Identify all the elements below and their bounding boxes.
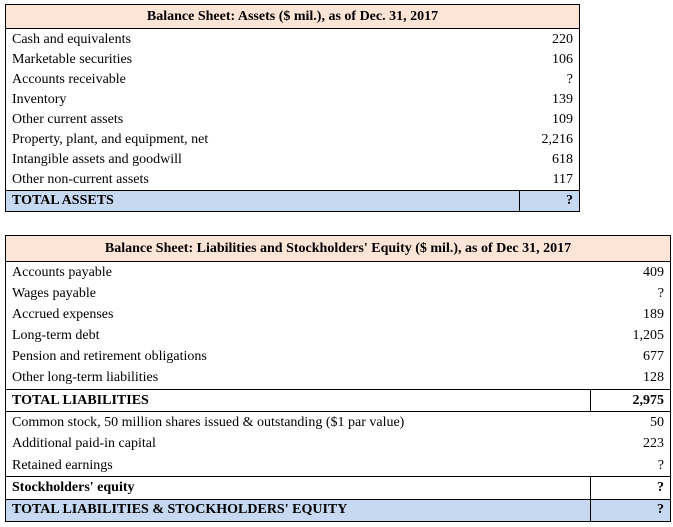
table-row [6, 304, 671, 325]
row-value: 117 [520, 170, 580, 191]
assets-title: Balance Sheet: Assets ($ mil.), as of Dec. 31, 2017 [6, 5, 580, 29]
row-label: Long-term debt [6, 326, 591, 347]
table-row [6, 130, 580, 150]
table-row [6, 412, 671, 434]
row-value: 109 [520, 110, 580, 130]
row-value: 1,205 [591, 326, 671, 347]
table-row [6, 434, 671, 455]
stockholders-equity-label: Stockholders' equity [6, 477, 591, 499]
row-label: Accounts payable [6, 261, 591, 283]
row-label: Accounts receivable [6, 70, 520, 90]
table-row [6, 70, 580, 90]
table-row [6, 90, 580, 110]
row-label: Intangible assets and goodwill [6, 150, 520, 170]
table-row [6, 455, 671, 477]
total-assets-value: ? [520, 190, 580, 211]
row-value: ? [591, 455, 671, 477]
row-value: ? [520, 70, 580, 90]
row-value: 2,216 [520, 130, 580, 150]
row-value: 189 [591, 304, 671, 325]
row-value: 409 [591, 261, 671, 283]
table-row [6, 283, 671, 304]
row-value: 223 [591, 434, 671, 455]
table-row [6, 150, 580, 170]
row-label: Retained earnings [6, 455, 591, 477]
table-row [6, 326, 671, 347]
row-label: Cash and equivalents [6, 29, 520, 50]
row-label: Accrued expenses [6, 304, 591, 325]
table-row [6, 261, 671, 283]
total-liabilities-value: 2,975 [591, 390, 671, 412]
total-liabilities-equity-label: TOTAL LIABILITIES & STOCKHOLDERS' EQUITY [6, 499, 591, 521]
table-row [6, 110, 580, 130]
total-liabilities-equity-value: ? [591, 499, 671, 521]
row-value: 50 [591, 412, 671, 434]
row-label: Wages payable [6, 283, 591, 304]
table-row [6, 170, 580, 191]
row-label: Other current assets [6, 110, 520, 130]
table-row [6, 29, 580, 50]
row-value: 139 [520, 90, 580, 110]
row-value: ? [591, 283, 671, 304]
liabilities-equity-table [5, 235, 671, 522]
row-value: 618 [520, 150, 580, 170]
row-label: Other non-current assets [6, 170, 520, 191]
total-liabilities-equity-row [6, 499, 671, 521]
row-value: 106 [520, 50, 580, 70]
assets-table [5, 4, 580, 212]
row-label: Property, plant, and equipment, net [6, 130, 520, 150]
row-value: 220 [520, 29, 580, 50]
stockholders-equity-row [6, 477, 671, 499]
liabilities-title: Balance Sheet: Liabilities and Stockholders' Equity ($ mil.), as of Dec 31, 2017 [6, 236, 671, 262]
row-value: 677 [591, 347, 671, 368]
table-row [6, 50, 580, 70]
total-liabilities-row [6, 390, 671, 412]
liabilities-title-row [6, 236, 671, 262]
row-label: Common stock, 50 million shares issued & outstanding ($1 par value) [6, 412, 591, 434]
row-label: Additional paid-in capital [6, 434, 591, 455]
row-value: 128 [591, 368, 671, 390]
assets-title-row [6, 5, 580, 29]
row-label: Pension and retirement obligations [6, 347, 591, 368]
row-label: Marketable securities [6, 50, 520, 70]
row-label: Inventory [6, 90, 520, 110]
table-row [6, 347, 671, 368]
row-label: Other long-term liabilities [6, 368, 591, 390]
stockholders-equity-value: ? [591, 477, 671, 499]
total-assets-row [6, 190, 580, 211]
table-row [6, 368, 671, 390]
total-assets-label: TOTAL ASSETS [6, 190, 520, 211]
total-liabilities-label: TOTAL LIABILITIES [6, 390, 591, 412]
